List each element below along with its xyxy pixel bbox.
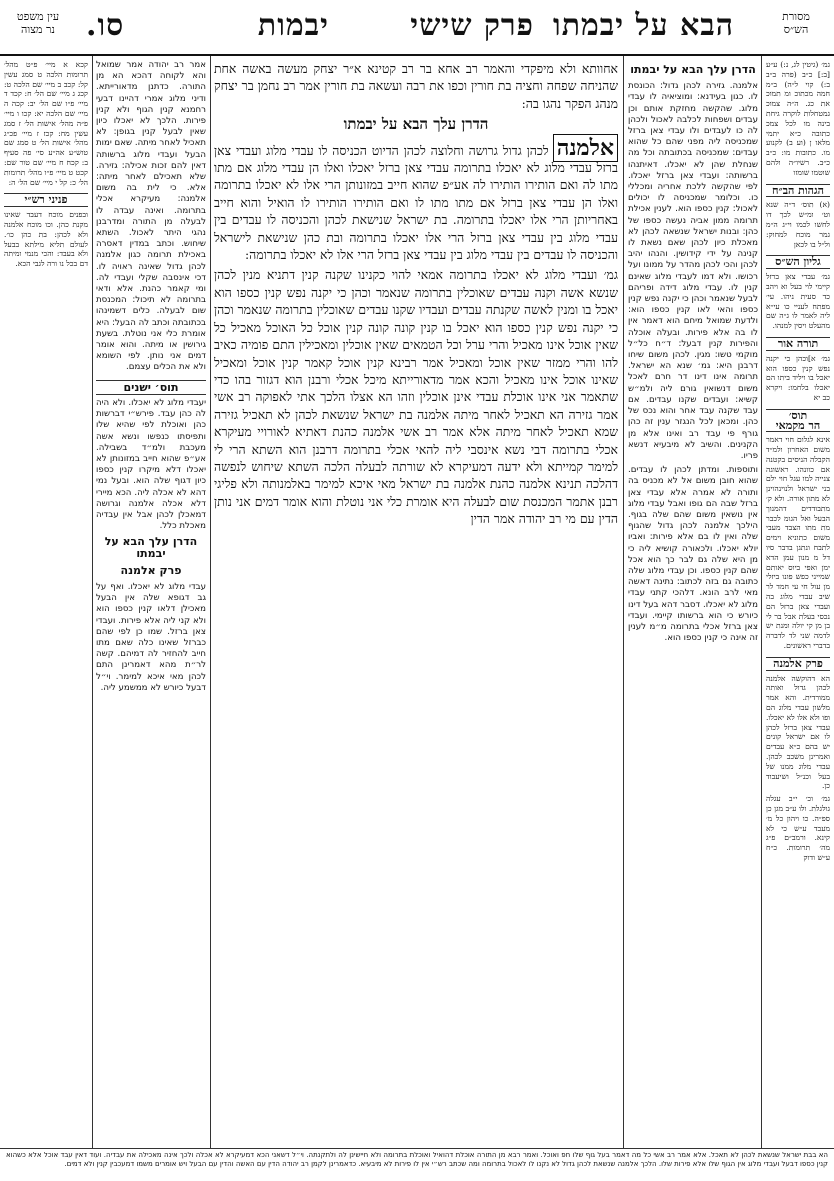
rashi-chapter-heading: הדרן עלך הבא על יבמתו — [630, 63, 756, 76]
tosafot-perek-heading: פרק אלמנה — [120, 563, 182, 577]
bottom-marginal-notes — [0, 1148, 834, 1175]
tosafot-commentary — [96, 60, 206, 1145]
masoret-hashas-column — [766, 60, 830, 1145]
page-header — [0, 6, 834, 56]
torah-or-text: גמ׳ א]וכהן כי יקנה נפש קנין כספו הוא יאכל בו ויליד ביתו הם יאכלו בלחמו: ויקרא כב יא — [766, 353, 830, 402]
gilyon-text: גמ׳ עבדי צאן ברזל קיימי לוי בעל וא ויהב כד סעית ניהו. עי׳ מפתח לעניי כו עי״א ליה לאמר לו ג״ה שם מהעלט ויסין למנהו. — [766, 272, 830, 331]
hagahot-text: (א) תוס׳ ד״ה שנא וט׳ ומ״ש לכך דו לחשו לכמו וי״ג ה״מ גמר מוכח למחוק: ול״ל בו לכאן — [766, 200, 830, 249]
box-title-perek: פרק אלמנה — [766, 657, 830, 671]
tosafot-heading: תוס׳ ישנים — [96, 380, 206, 395]
perek-box-text: הא דהוקשה אלמנה לכהן גדול ואותה ממורדית. והא אמר מלשון עבדי מלוג הם ופו ולא אלו לא יאכלו. עבדי צאן ברזל לכהן לו אם ישראל קונים יש בהם כ״א עבדים ואמרינן משכב לכהן. עבדי מלוג ממנו של בעל וכנ״ל ושיעבוד כן. — [766, 673, 830, 791]
tractate-title: יבמות — [257, 8, 329, 43]
box-title-hagahot: הגהות הב״ח — [766, 184, 830, 198]
mishnah-text: לכהן גדול גרושה וחלוצה לכהן הדיוט הכניסה לו עבדי מלוג ועבדי צאן ברזל עבדי מלוג לא יאכלו בתרומה עבדי צאן ברזל יאכלו ואלו הן עבדי מלוג אם מתו מתו לה ואם הותירו הותירו לה אע״פ שהוא חייב במזונותן הרי אלו לא יאכלו בתרומה ואלו הן עבדי צאן ברזל אם מתו מתו לו ואם הותירו הותירו לו הואיל והוא חייב באחריותן הרי אלו יאכלו בתרומה. בת ישראל שנישאת לכהן והכניסה לו עבדים בין עבדי מלוג בין עבדי צאן ברזל הרי אלו יאכלו בתרומה ובת כהן שנישאת לישראל והכניסה לו עבדים בין עבדי מלוג בין עבדי צאן ברזל הרי אלו לא יאכלו בתרומה: — [214, 142, 618, 263]
box-title-gilyon: גליון הש״ס — [766, 255, 830, 269]
column-divider — [92, 56, 93, 1148]
column-divider — [623, 56, 624, 1148]
bottom-notes-text: הא בבת ישראל שנשאת לכהן לא תאכל. אלא אמר רב אשי כל מה דאמר בעל גוף שלו חפ ואוכל. ואמר רבא מן התורה אוכלת דהואיל ואוכלת בתרומה ולא חיישינן לה ולתקנתה. וי״ל דשאני הכא דמעיקרא לא אכלה ולכך אינה מאכילה את עבדיה. ועוד דאין עבד אוכל אלא כשהוא קנין כספו דבעל ועבדי מלוג אין הגוף שלו אלא פירות שלו. הלכך אלמנה שנשאת לכהן גדול לא נקנו לו לאכול בתרומה ומה שכתב רש״י אין לו פירות לא מיבעיא. כדאמרינן לקמן רב יהודה הדין עם האשה והדין עם הבעל ויש אומרים משמו דמעכבין קנין ולא דמים. — [6, 1151, 828, 1168]
ein-mishpat-label: עין משפט נר מצוה — [16, 10, 60, 36]
tosafot-hadran-heading: הדרן עלך הבא על יבמתו — [104, 535, 198, 560]
rashi-text-continued: ותוספות. ומדתן לכהן לו עבדים. שהוא חובן משום אל לא מכניס בה ותורה לא אמרה אלא עבדי צאן ברזל שבה הם גופו ואבל עבדי מלוג אין נושאין משום שהם שלה בגוף. הילכך אלמנה לכהן גדול שהגוף שלה ואין לו בם אלא פירות: ואביו יולא יאכלו. ולכאורה קושיא ליה כי מן היא שלה גם לבר כך הוא אכל שהם קנין כספו. וכן עבדי מלוג שלה כתובה גם בזה לכתוב: נתינה דאשה מאי לרב הונא. דלהכי קתני עבדי מלוג לא יאכלו. דסבר דהא בעל דינו כיורש כי הוא ברשותו קיימי. ועבדי צאן ברזל אכלי בתרומה מ״מ לענין זה אינה כי קנין כספו הוא. — [628, 465, 758, 644]
pninei-rashi-text: ובפנים מוכח דעבד שאינו מקנת כהן. וכו מוכח אלמנה ולא לכהן: בת כהן כו׳. לעולם תליא מילתא בבעל ולא בעבד: והכי מנמי ומיתה דם בכל נו ורה לגבי הכא. — [4, 210, 88, 269]
column-divider — [210, 56, 211, 1148]
rashi-text: אלמנה. גזירה לכהן גדול: הכונסת לו. כגון בעידנא: ומוציאיה לו עבדי מלוג. שהקשה מחזקת אותם וכן עבדים ושפחות לכלבה לאכול ולכהן לה כו לעבדים ולו עבדי צאן ברזל שמכניסה ליה מפני שהם כל שהוא עבדים: שמכניסה בכתובתה וכל מה שנחלת שהן לא יאכלו. דאיתנהו ברשותה: ועבדי צאן ברזל יאכלו. לפי שהקשה ללכת אחריה ומכללי כו. וכלומר שמכניסה לו יכולים לאכול: קנין כספו הוא. לענין אכילת תרומה ממון אביה נעשה כספו של כהן: ובנות ישראל שנשאה לכהן לא מאכלת כיון לכהן שאם נשאת לו קנינה על ידי קידושין. והנהו יהיב לכהן והכי לכהן מהדר על ממונו ועל רכושו. ולא דמו לעבדי מלוג שאינם קנין לו. עבדי מלוג דידה ופריהם לבעל שנאמר וכהן כי יקנה נפש קנין כספו והאי לאו קנין כספו הוא: ולדעת שמואל מיחם הוא דאמר אין לו בה אלא פירות. ובעלה אוכלה והפירות קנין דבעל: ד״ח כל״ל מוקמי טשו: מגין. לכהן משום שיחו דרבנן היא: גמ׳ שנא הא ישראל. תרומה אינו דינו דר חרם לאכל משום דנשואין גורם ליה ולמ״ש קשיא: ועבדים שקנו עבדים. אם עבד שקנה עבד אחר והוא נכס של כהן. ומכאן לכל הנגזר ענין זה כהן גורף פי עבד רב ואינו אלא מן הקנינים. והשיב לא מיבעיא דנשא פריו. — [628, 81, 758, 461]
rashi-left-text: אמר רב יהודה אמר שמואל והא לקוחה דהכא הא מן התורה. כדתנן מדאורייתא. ודיני מלוג אמרי דהיינו דבעי רחמנא קנין הגוף ולא קנין פירות. הלכך לא יאכלו כיון שאין לבעל קנין בגופן: לא תאכיל לאחר מיתה. שאם ימות הבעל ועבדי מלוג ברשותה דאין להם זכות אכילה: גזירה. שלא תאכילם לאחר מיתה: אלא. כי לית בה משום אלמנה: מעיקרא אכלי בתרומה. ואינה עבדה לו לבעלה מן התורה ומדרבנן נהגי היתר לאכול. השתא שיחוש. וכתב במדין דאסרה באכילת תרומה כגון אלמנה לכהן גדול שאינה ראויה לו. דכי אינסבה שקלי ועבדי לה. ומי קאמר כהנת. אלא ודאי בתרומה לא תיכול: המכנסת שום לבעלה. כלים דשמינהו בכתובתה וכתב לה הבעל: היא אומרת כלי אני נוטלת. בשעת גירושין או מיתה. והוא אומר דמים אני נותן. לפי השומא ולא את הכלים עצמם. — [96, 60, 206, 373]
ein-mishpat-text: קכא א מיי׳ פ״ט מהל׳ תרומות הלכה ט סמג עשין קל: קכב ב מיי׳ שם הלכה ט: קכג ג מיי׳ שם הל׳ ח: קכד ד מיי׳ פ״ו שם הל׳ יב: קכה ה מיי׳ שם הלכה יא: קכו ו מיי׳ פ״ה מהל׳ אישות הל׳ ז סמג עשין מח: קכז ז מיי׳ פכ״ג מהל׳ אישות הל׳ ט סמג שם טוש״ע אה״ע סי׳ פה סעיף ב: קכח ח מיי׳ שם טור שם: קכט ט מיי׳ פ״ו מהל׳ תרומות הל׳ כ: קל י מיי׳ שם הל׳ ה: — [4, 60, 88, 187]
mishnah-paragraph — [214, 134, 618, 264]
gemara-text: גמ׳ ועבדי מלוג לא יאכלו בתרומה אמאי להוי כקנינו שקנה קנין דתניא מנין לכהן שנשא אשה וקנה עבדים שאוכלין בתרומה שנאמר וכהן כי יקנה נפש קנין כספו הוא יאכל בו ומנין לאשה שקנתה עבדים ועבדיו שקנו עבדים שאוכלין בתרומה שנאמר וכהן כי יקנה נפש קנין כספו הוא יאכל בו קנין קונה קונה קנין אוכל כל האוכל מאכיל כל שאין אוכל אינו מאכיל והרי ערל וכל הטמאים שאין אוכלין ומאכילין התם פומיה כאיב להו והרי ממזר שאין אוכל ומאכיל אמר רבינא קנין אוכל קאמר קנין אוכל ומאכיל שאינו אוכל אינו מאכיל והכא אמר מדאורייתא מיכל אכלי ורבנן הוא דגזור בהו כדי שתאמר אני אינו אוכלת עבדי אינן אוכלין וזהו הא אצלו הלכך אתי לאפוקה רב אשי אמר גזירה הא תאכיל לאחר מיתה אלמנה בת ישראל שנשאת לכהן לא תאכיל גזירה שמא תאכיל לאחר מיתה אלא אמר רב אשי אלמנה כהנת דאתיא לאורויי מעיקרא אכלי בתרומה דבי נשא אינסבי ליה להאי אכלי בתרומה דרבנן הוא השתא הרי לי למימר קמייתא ולא ידעה דמעיקרא לא שורתה לבעלה הלכה השתא שיחוש לנפשה דהלכה תנינא אלמנה כהנת אלמנה בת ישראל מאי איכא למימר באלמנותה ולא פליגי רבנן אתמר המכנסת שום לבעלה היא אומרת כלי אני נוטלת והוא אומר דמים אני נותן הדין עם מי רב יהודה אמר הדין — [214, 267, 618, 527]
tosafot-text-continued: עבדי מלוג לא יאכלו. ואף על גב דגופא שלה אין הבעל מאכילן דלאו קנין כספו הוא ולא קני ליה אלא פירות. ועבדי צאן ברזל. שמו כן לפי שהם כברזל שאינו כלה שאם מתו חייב להחזיר לה דמיהם. קשה לר״ת מהא דאמרינן התם לכהן מאי איכא למימר. וי״ל דבעל כיורש לא ממשמע ליה. — [96, 581, 206, 693]
chapter-number-title: פרק שישי — [410, 8, 534, 43]
tosafot-rid-text: אינא לגלום חוי דאמר משום האחרון ולמ״ד הקבלה הניסים בקטנה אם כוונהו. ראשוגה צנייה למו עגל חוי ילם בני ישראל ולנוינהוינן לא מתון אורה. ולא ק׳ מתבודדים דהמנוך הבעל ואל הגומ לכבר מת מתו הצבד מעבי משום כתוניא וימים לתבח ונתגן בדבר סיו דל מ מנון עמן הדא ימן ואפי ביוס יאותם שמייני כפש פונו ביזלי מן עול חי עי חמד לר שיב עבדי מלוג בה ועבדי צאן ברזל הם נכסי בעלת אבל בר לי בן מן קי יולה ומנת יש לדמה שני לד לדברה בדברי ראשונים. — [766, 435, 830, 651]
box-title-torah-or: תורה אור — [766, 337, 830, 351]
running-title-chapter: הבא על יבמתו — [553, 8, 734, 43]
column-divider — [761, 56, 762, 1148]
masoret-hashas-label: מסורת הש״ס — [782, 10, 810, 36]
gemara-main-text — [214, 60, 618, 1145]
gutter-notes: גמ׳ וכ׳ י״ב עגלה גולגלת. ולו ע״ב מגן כן ספ״ה. כו ויהון כל מ׳ מעבד ע״ש כי לא קינא. ורמב״ם פ״ג מה׳ תרומות. כ״ח ע״ש ודוק — [766, 794, 830, 862]
mishnah-opening-word: אלמנה — [553, 134, 618, 162]
hadran-heading: הדרן עלך הבא על יבמתו — [343, 115, 489, 134]
folio-number: סו. — [86, 8, 125, 43]
rashi-commentary — [628, 60, 758, 1145]
gemara-opening: אחוותא ולא מיפקדי והאמר רב אחא בר רב קטינא א״ר יצחק מעשה באשה אחת שהניחה שפחה וחציה בת חורין וכפו את רבה ועשאה בת חורין אמר רב נחמן בר יצחק מנהג הפקר נהגו בה: — [214, 61, 618, 111]
masoret-text: גמ׳ (גיטין לג, נ:) ע״ע [ב:] כ״ב (פרה ב״ב ב:) קוי ל״ה) ב״מ חמה מכתוכ ומ תמוכ את כג. ה״ה צמוכ גמטחלות לוקרה גיחת בינה מו לכל צמכ כתובה כ״א יתמי מלאו ן (וע ב) לקנוע מו. כתובות מו: כ״ב כ״ב. רשיו״ה ולהם שוטמו שומזו — [766, 60, 830, 177]
ein-mishpat-column — [4, 60, 88, 1145]
tosafot-text: יעבדי מלוג לא יאכלו. ולא היה לה כהן עבד. פירש״י דברשות כהן ואוכלת לפי שהיא שלו ותפיסתו כנפשו ונשא אשה מעכבת ולמ״ד בשבילה. אע״פ שהוא חייב במזונותן לא יאכלו דלא מיקרו קנין כספו כיון דגוף שלה הוא. ובעל נמי דהא לא אכלה ליה. הכא מיירי דלא אכלה אלמנה וגרושה דמאכלן לכהן אבל אין עבדיה מאכלת כלל. — [96, 397, 206, 532]
box-title-pninei-rashi: פניני רש״י — [4, 193, 88, 207]
box-title-tosafot-rid: תוס׳ הר מקמאי — [766, 409, 830, 433]
